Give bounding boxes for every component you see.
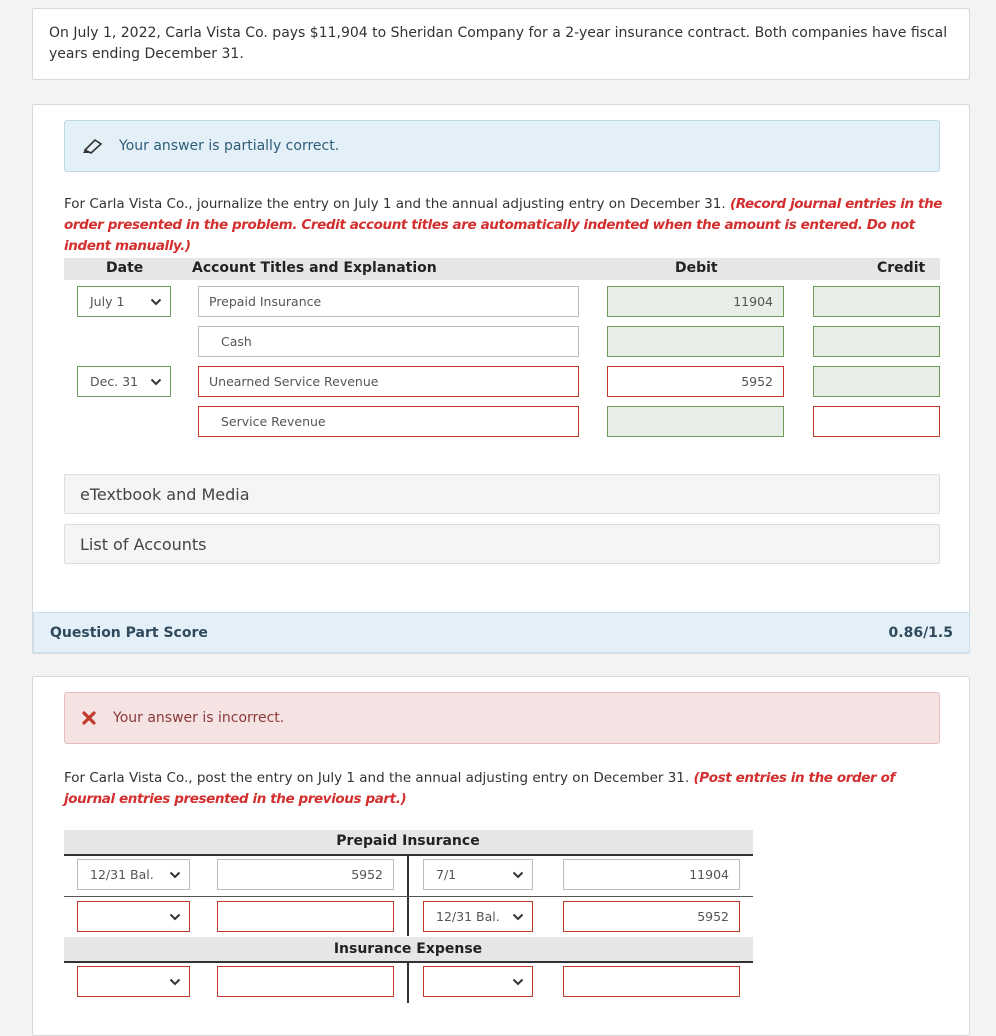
prepaid-insurance-title: Prepaid Insurance — [336, 833, 480, 849]
credit-input-row-2[interactable] — [813, 326, 940, 357]
prepaid-left-amount-2[interactable] — [217, 901, 394, 932]
credit-input-row-3[interactable] — [813, 366, 940, 397]
cross-icon — [81, 710, 97, 726]
insurance-expense-title: Insurance Expense — [333, 941, 483, 957]
header-date: Date — [106, 260, 144, 276]
date-select-row-3[interactable] — [77, 366, 171, 397]
instruction-text: For Carla Vista Co., journalize the entry on July 1 and the annual adjusting entry on December 31. — [64, 196, 726, 212]
expense-left-amount-1[interactable] — [217, 966, 394, 997]
notice-text: Your answer is incorrect. — [113, 710, 285, 726]
chevron-down-icon — [169, 911, 181, 923]
problem-panel — [32, 8, 970, 80]
list-of-accounts-link[interactable]: List of Accounts — [64, 524, 940, 564]
incorrect-notice — [64, 692, 940, 744]
account-input-row-2[interactable]: Cash — [198, 326, 579, 357]
date-select-row-1[interactable] — [77, 286, 171, 317]
chevron-down-icon — [512, 869, 524, 881]
header-credit: Credit — [877, 260, 926, 276]
instruction-red-text: (Post entries in the order of journal entries presented in the previous part.) — [64, 770, 895, 807]
part1-instruction — [64, 194, 944, 257]
account-input-row-4[interactable]: Service Revenue — [198, 406, 579, 437]
debit-input-row-2[interactable] — [607, 326, 784, 357]
expense-divider — [407, 963, 409, 1003]
chevron-down-icon — [150, 296, 162, 308]
prepaid-right-date-select-1[interactable] — [423, 859, 533, 890]
notice-text: Your answer is partially correct. — [119, 138, 340, 154]
instruction-red-text: (Record journal entries in the order presented in the problem. Credit account titles are automatically indented when the amount is entered. Do not indent manually.) — [64, 196, 943, 254]
account-input-row-1[interactable]: Prepaid Insurance — [198, 286, 579, 317]
date-select-value: Dec. 31 — [90, 374, 139, 389]
header-account: Account Titles and Explanation — [192, 260, 437, 276]
select-value: 12/31 Bal. — [90, 867, 154, 882]
select-value: 12/31 Bal. — [436, 909, 500, 924]
debit-input-row-4[interactable] — [607, 406, 784, 437]
date-select-value: July 1 — [90, 294, 125, 309]
debit-input-row-1[interactable]: 11904 — [607, 286, 784, 317]
part2-instruction — [64, 768, 944, 810]
prepaid-left-amount-1[interactable]: 5952 — [217, 859, 394, 890]
chevron-down-icon — [169, 976, 181, 988]
chevron-down-icon — [512, 976, 524, 988]
chevron-down-icon — [169, 869, 181, 881]
account-input-row-3[interactable]: Unearned Service Revenue — [198, 366, 579, 397]
pencil-icon — [81, 138, 105, 154]
prepaid-right-amount-1[interactable]: 11904 — [563, 859, 740, 890]
credit-input-row-1[interactable] — [813, 286, 940, 317]
expense-right-amount-1[interactable] — [563, 966, 740, 997]
credit-input-row-4[interactable] — [813, 406, 940, 437]
problem-text: On July 1, 2022, Carla Vista Co. pays $11,904 to Sheridan Company for a 2-year insurance contract. Both companies have fiscal years ending December 31. — [49, 25, 948, 62]
chevron-down-icon — [512, 911, 524, 923]
prepaid-left-date-select-2[interactable] — [77, 901, 190, 932]
prepaid-right-date-select-2[interactable] — [423, 901, 533, 932]
select-value: 7/1 — [436, 867, 457, 882]
prepaid-right-amount-2[interactable]: 5952 — [563, 901, 740, 932]
question-part-score-bar — [33, 612, 970, 653]
chevron-down-icon — [150, 376, 162, 388]
score-label: Question Part Score — [50, 624, 208, 641]
score-value: 0.86/1.5 — [888, 624, 953, 641]
instruction-text: For Carla Vista Co., post the entry on July 1 and the annual adjusting entry on December 31. — [64, 770, 690, 786]
debit-input-row-3[interactable]: 5952 — [607, 366, 784, 397]
expense-right-date-select-1[interactable] — [423, 966, 533, 997]
etextbook-link[interactable]: eTextbook and Media — [64, 474, 940, 514]
prepaid-left-date-select-1[interactable] — [77, 859, 190, 890]
header-debit: Debit — [675, 260, 718, 276]
partial-correct-notice — [64, 120, 940, 172]
t-account-row-separator — [64, 896, 753, 897]
expense-left-date-select-1[interactable] — [77, 966, 190, 997]
